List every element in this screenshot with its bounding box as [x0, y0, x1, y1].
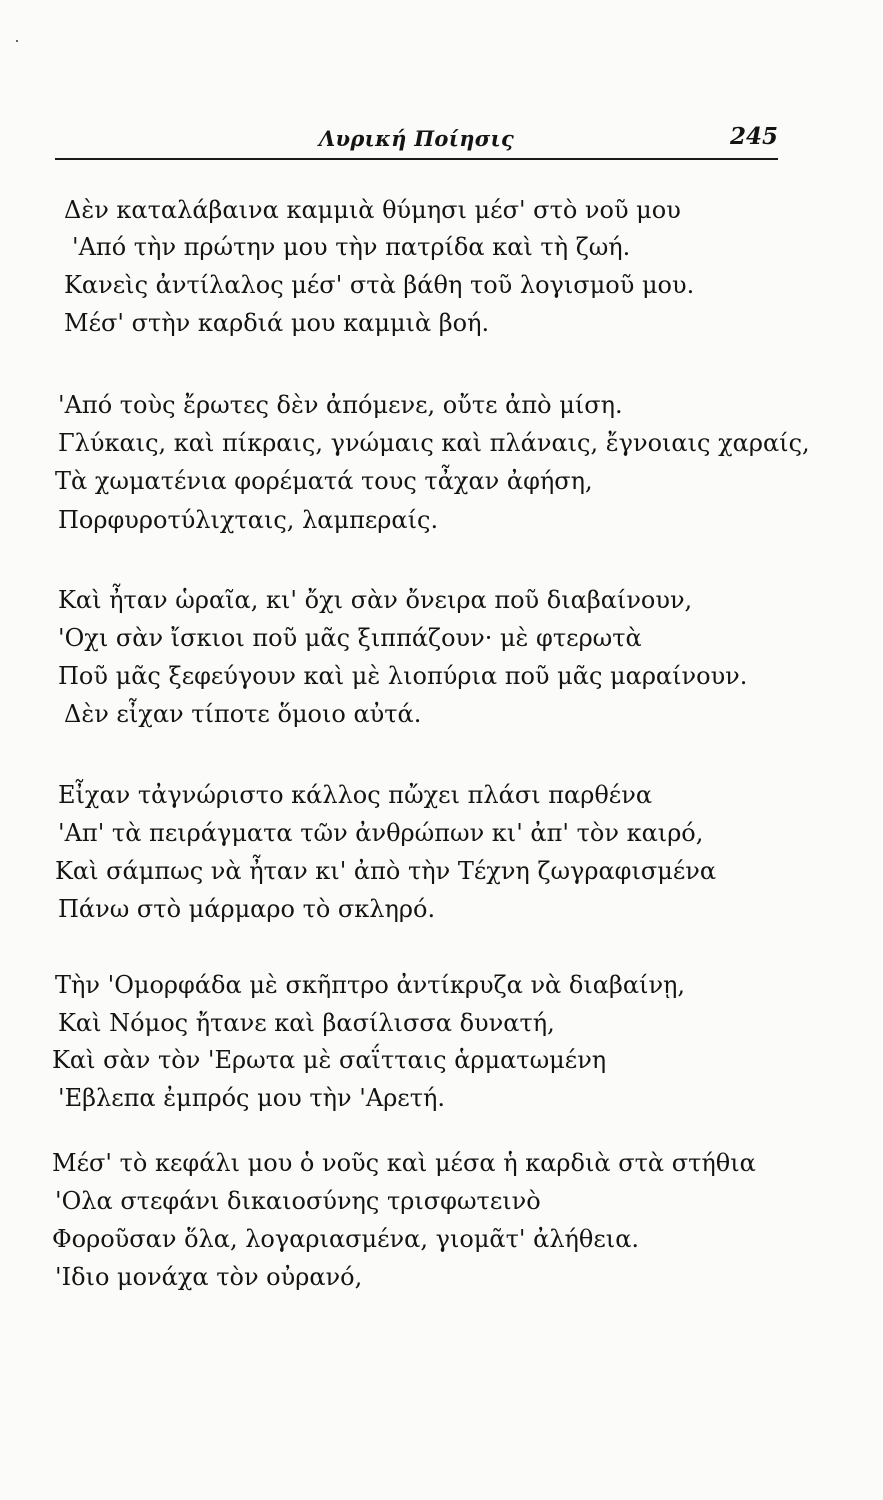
verse-line: Καὶ ἦταν ὡραῖα, κι' ὄχι σὰν ὄνειρα ποῦ διαβαίνουν, — [58, 586, 693, 614]
verse-line: Ποῦ μᾶς ξεφεύγουν καὶ μὲ λιοπύρια ποῦ μᾶς μαραίνουν. — [58, 662, 748, 690]
verse-line: Μέσ' στὴν καρδιά μου καμμιὰ βοή. — [64, 309, 490, 337]
verse-line: Πορφυροτύλιχταις, λαμπεραίς. — [58, 506, 439, 534]
verse-line: 'Ιδιο μονάχα τὸν οὐρανό, — [55, 1263, 363, 1291]
verse-line: Καὶ σάμπως νὰ ἦταν κι' ἀπὸ τὴν Τέχνη ζωγραφισμένα — [55, 857, 717, 885]
verse-line: 'Εβλεπα ἐμπρός μου τὴν 'Αρετή. — [58, 1084, 446, 1112]
verse-line: Καὶ Νόμος ἤτανε καὶ βασίλισσα δυνατή, — [58, 1009, 555, 1037]
verse-line: 'Από τοὺς ἔρωτες δὲν ἀπόμενε, οὔτε ἀπὸ μίση. — [58, 391, 623, 419]
verse-line: Πάνω στὸ μάρμαρο τὸ σκληρό. — [58, 895, 436, 923]
verse-line: Τὰ χωματένια φορέματά τους τἆχαν ἀφήση, — [55, 467, 593, 495]
verse-line: Φοροῦσαν ὅλα, λογαριασμένα, γιομᾶτ' ἀλήθεια. — [52, 1225, 640, 1253]
verse-line: Καὶ σὰν τὸν 'Ερωτα μὲ σαΐτταις ἁρματωμένη — [52, 1046, 607, 1074]
page-number: 245 — [729, 123, 778, 150]
verse-line: Δὲν εἶχαν τίποτε ὅμοιο αὐτά. — [64, 700, 422, 728]
verse-line: Τὴν 'Ομορφάδα μὲ σκῆπτρο ἀντίκρυζα νὰ διαβαίνῃ, — [55, 971, 686, 999]
running-title: Λυρική Ποίησις — [318, 126, 515, 151]
verse-line: Κανεὶς ἀντίλαλος μέσ' στὰ βάθη τοῦ λογισμοῦ μου. — [64, 271, 695, 299]
verse-line: Γλύκαις, καὶ πίκραις, γνώμαις καὶ πλάναις, ἔγνοιαις χαραίς, — [58, 429, 810, 457]
verse-line: Δὲν καταλάβαινα καμμιὰ θύμησι μέσ' στὸ νοῦ μου — [64, 196, 681, 224]
verse-line: 'Οχι σὰν ἴσκιοι ποῦ μᾶς ξιππάζουν· μὲ φτερωτὰ — [58, 624, 642, 652]
verse-line: Εἶχαν τἀγνώριστο κάλλος πὤχει πλάσι παρθένα — [58, 781, 653, 809]
verse-line: 'Από τὴν πρώτην μου τὴν πατρίδα καὶ τὴ ζωή. — [72, 233, 631, 261]
verse-line: 'Απ' τὰ πειράγματα τῶν ἀνθρώπων κι' ἀπ' τὸν καιρό, — [58, 819, 704, 847]
verse-line: Μέσ' τὸ κεφάλι μου ὁ νοῦς καὶ μέσα ἡ καρδιὰ στὰ στήθια — [52, 1149, 756, 1177]
verse-line: 'Ολα στεφάνι δικαιοσύνης τρισφωτεινὸ — [55, 1187, 541, 1215]
